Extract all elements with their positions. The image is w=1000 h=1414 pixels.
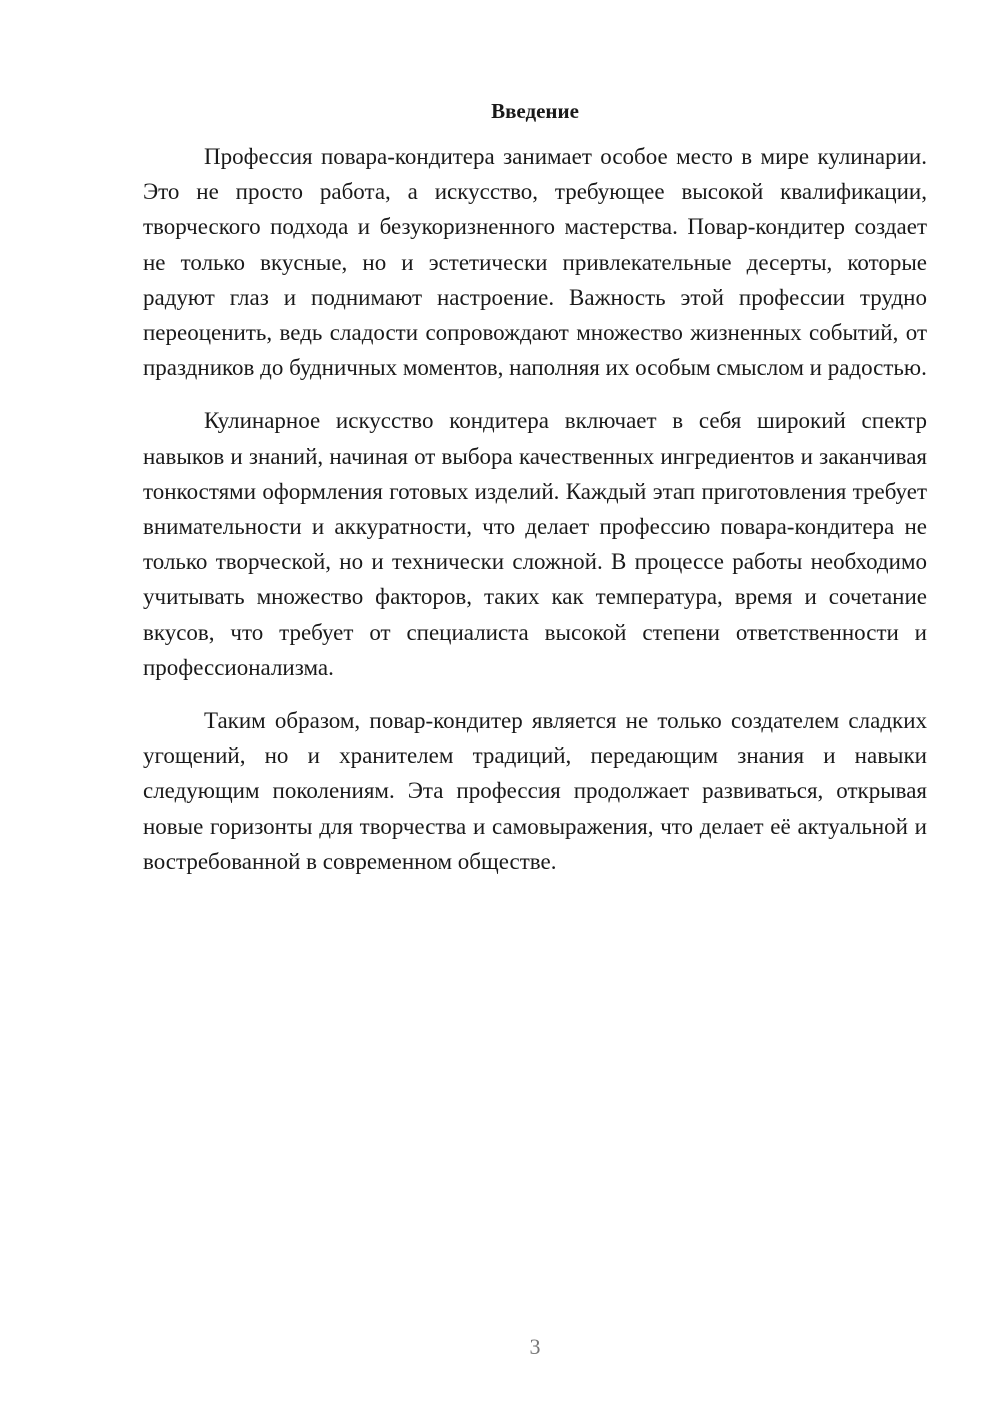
paragraph-3: Таким образом, повар-кондитер является не только создателем сладких угощений, но и хранителем традиций, передающим знания и навыки следующим поколениям. Эта профессия продолжает развиваться, открывая новые горизонты для творчества и самовыражения, что делает её актуальной и востребованной в современном обществе. xyxy=(143,708,927,874)
page-content xyxy=(143,95,927,897)
section-heading: Введение xyxy=(491,99,579,123)
paragraph-1: Профессия повара-кондитера занимает особое место в мире кулинарии. Это не просто работа, а искусство, требующее высокой квалификации, творческого подхода и безукоризненного мастерства. Повар-кондитер создает не только вкусные, но и эстетически привлекательные десерты, которые радуют глаз и поднимают настроение. Важность этой профессии трудно переоценить, ведь сладости сопровождают множество жизненных событий, от праздников до будничных моментов, наполняя их особым смыслом и радостью. xyxy=(143,144,927,381)
paragraph-2: Кулинарное искусство кондитера включает в себя широкий спектр навыков и знаний, начиная от выбора качественных ингредиентов и заканчивая тонкостями оформления готовых изделий. Каждый этап приготовления требует внимательности и аккуратности, что делает профессию повара-кондитера не только творческой, но и технически сложной. В процессе работы необходимо учитывать множество факторов, таких как температура, время и сочетание вкусов, что требует от специалиста высокой степени ответственности и профессионализма. xyxy=(143,408,927,680)
page-number: 3 xyxy=(529,1334,541,1359)
